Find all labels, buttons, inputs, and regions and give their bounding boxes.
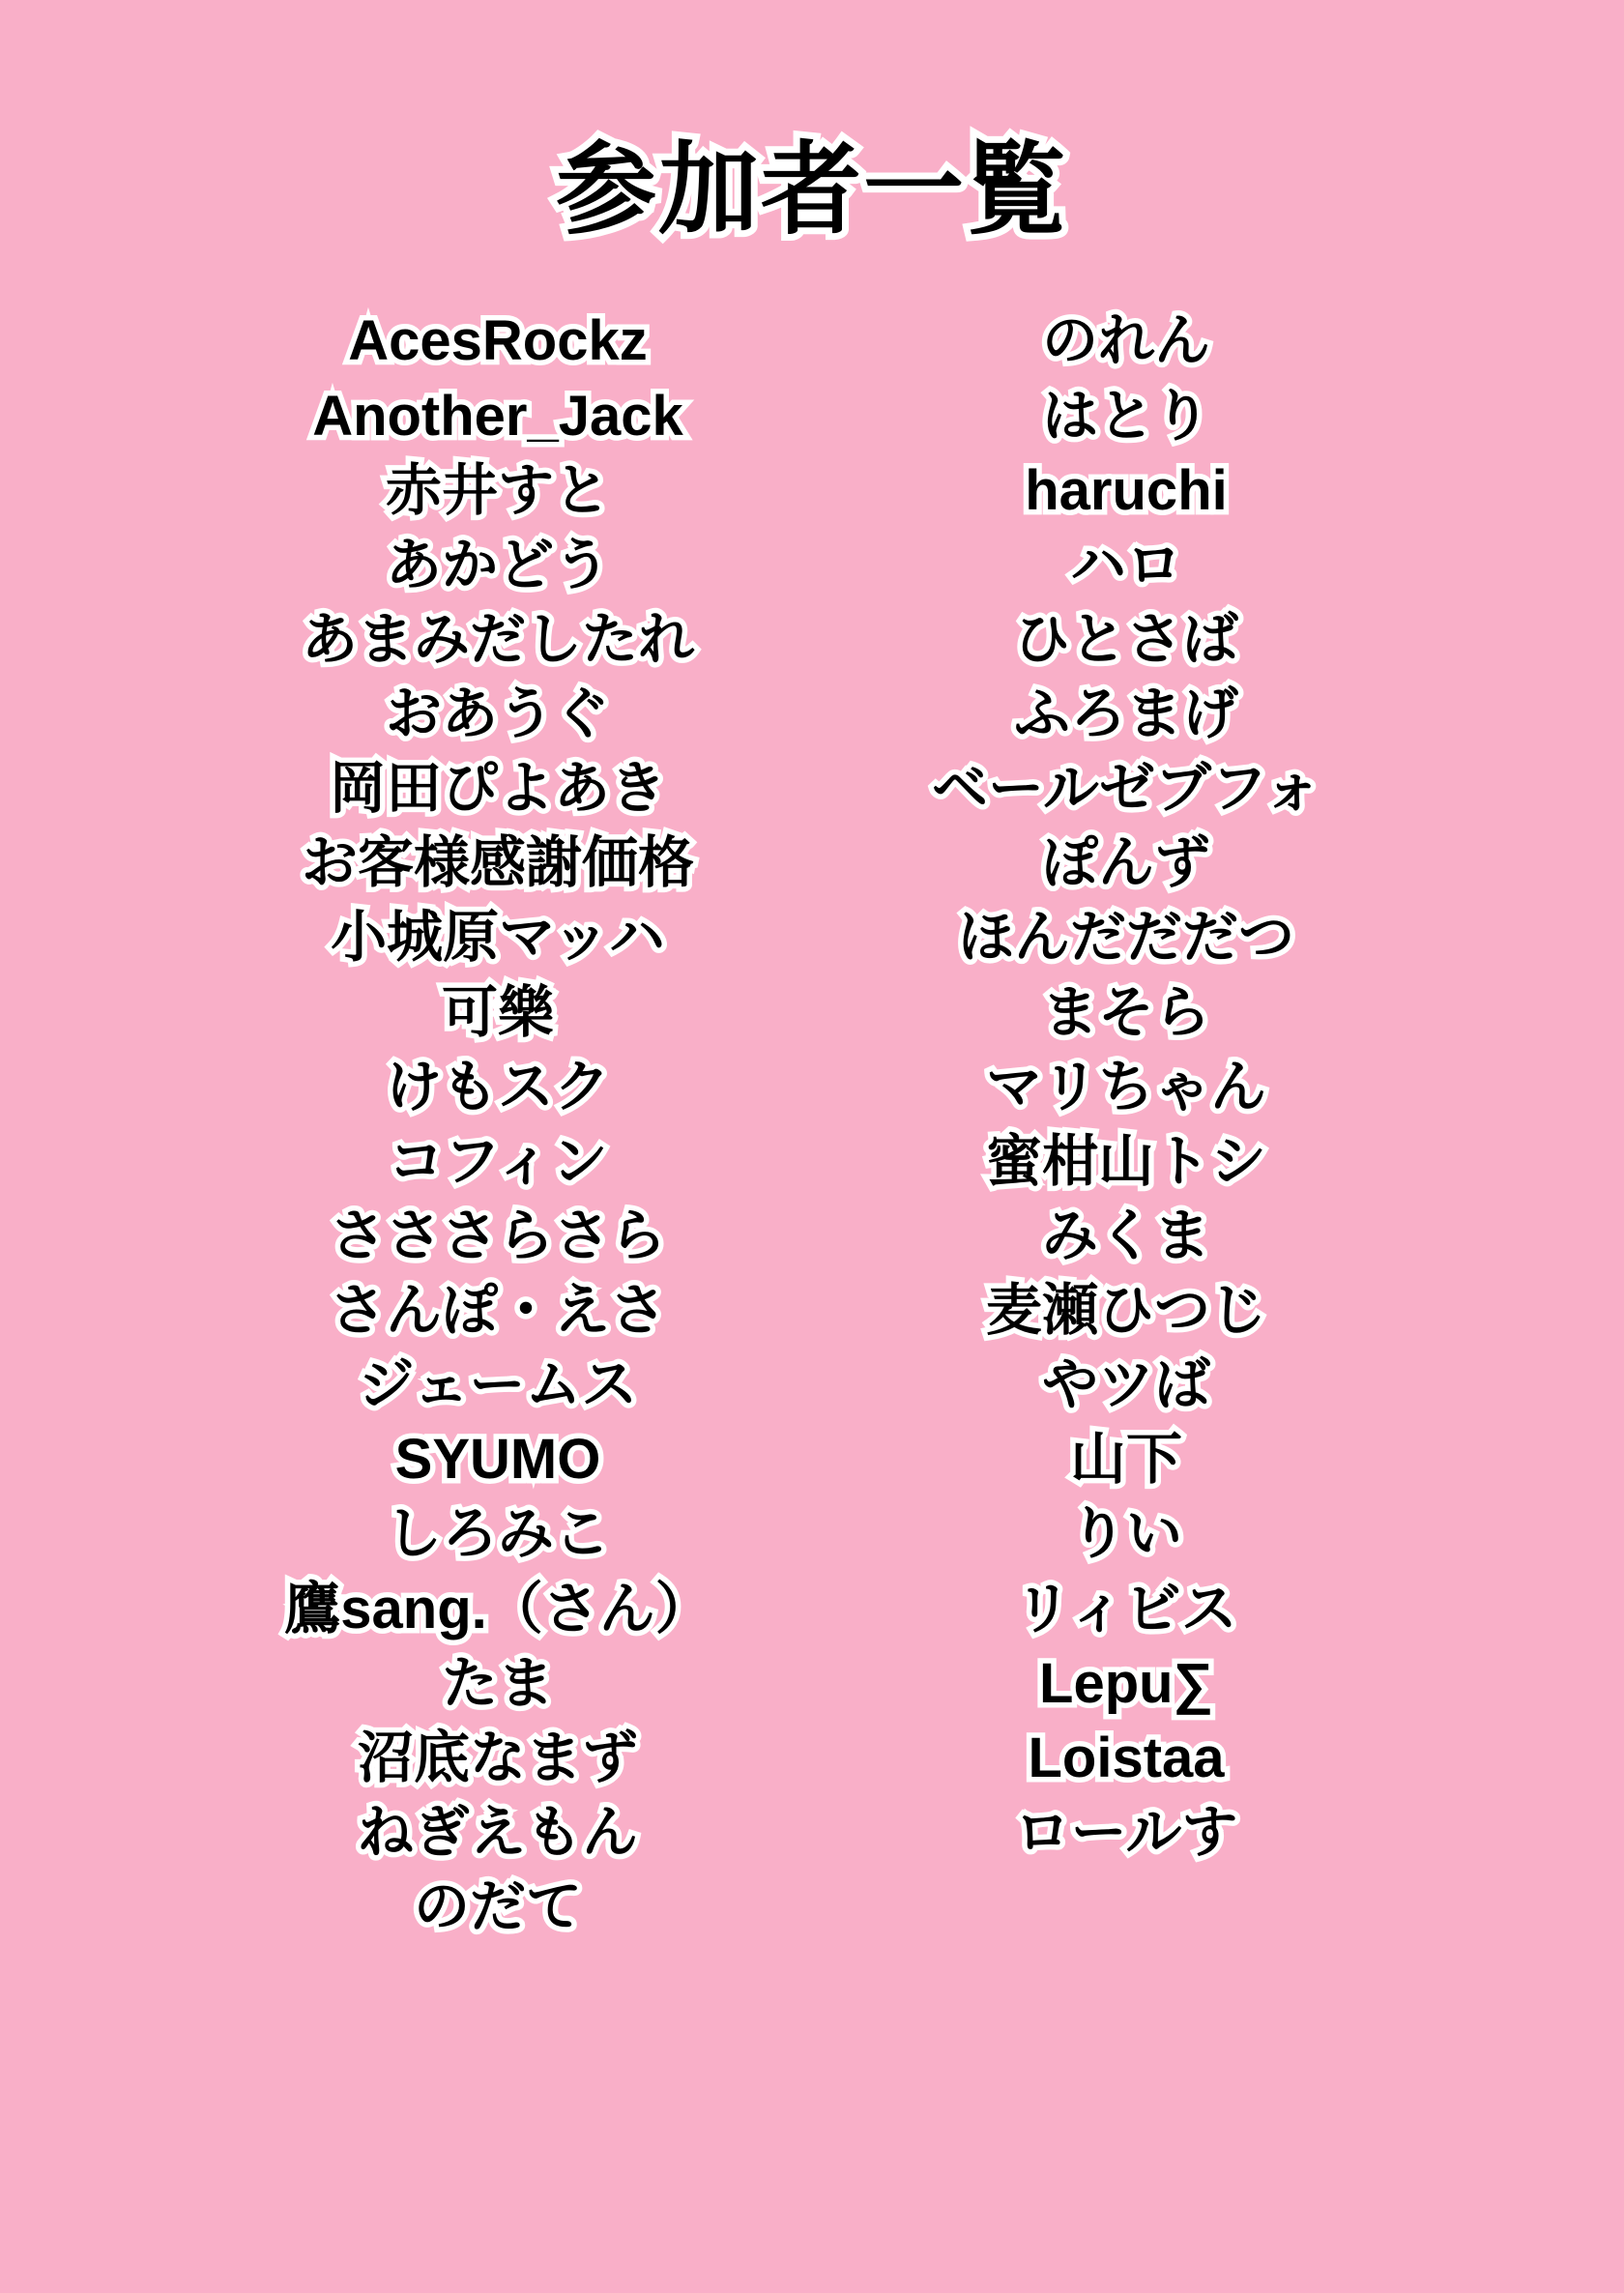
list-item: ひとさば	[1013, 607, 1238, 671]
list-item: haruchi	[1025, 458, 1228, 522]
list-item: りい	[1069, 1502, 1182, 1566]
list-item: コフィン	[388, 1129, 608, 1193]
list-item: 蜜柑山トシ	[985, 1129, 1266, 1193]
list-item: リィビス	[1015, 1577, 1237, 1640]
list-item: あかどう	[385, 533, 610, 596]
list-item: 小城原マッハ	[331, 906, 665, 970]
list-item: やツば	[1041, 1353, 1210, 1417]
list-item: みくま	[1041, 1204, 1210, 1267]
list-item: まそら	[1041, 980, 1210, 1044]
participant-columns	[184, 304, 1440, 1944]
list-item: Loistaa	[1028, 1726, 1225, 1789]
page-title: 参加者一覧	[555, 134, 1068, 247]
list-item: Another_Jack	[312, 384, 683, 448]
list-item: はとり	[1041, 384, 1210, 448]
list-item: AcesRockz	[348, 309, 648, 373]
list-item: お客様感謝価格	[301, 831, 694, 895]
participant-column-left	[227, 304, 768, 1944]
list-item: おあうぐ	[385, 682, 610, 746]
list-item: 赤井すと	[385, 458, 610, 522]
list-item: 沼底なまず	[357, 1726, 638, 1789]
list-item: ねぎえもん	[357, 1800, 638, 1864]
list-item: しろみこ	[385, 1502, 610, 1566]
list-item: 可樂	[441, 980, 554, 1044]
list-item: ほんだだだつ	[957, 906, 1294, 970]
list-item: さんぽ・えさ	[329, 1279, 666, 1343]
list-item: ぽんず	[1041, 831, 1210, 895]
list-item: さささらさら	[329, 1204, 666, 1267]
list-item: SYUMO	[394, 1428, 601, 1492]
list-item: 麦瀬ひつじ	[985, 1279, 1266, 1343]
list-item: ジェームス	[358, 1353, 638, 1417]
list-item: Lepu∑	[1039, 1651, 1213, 1715]
list-item: 鷹sang.（さん）	[284, 1577, 711, 1640]
list-item: のれん	[1041, 309, 1210, 373]
list-item: たま	[441, 1651, 554, 1715]
list-item: マリちゃん	[985, 1055, 1266, 1118]
list-item: ベールゼブフォ	[932, 757, 1320, 821]
participant-column-right	[856, 304, 1397, 1944]
list-item: 岡田ぴよあき	[329, 757, 666, 821]
list-item: のだて	[413, 1875, 582, 1939]
list-item: ふろまげ	[1013, 682, 1238, 746]
list-item: ハロ	[1069, 533, 1182, 596]
list-item: あまみだしたれ	[301, 607, 694, 671]
list-item: 山下	[1069, 1428, 1182, 1492]
list-item: けもスク	[385, 1055, 610, 1118]
list-item: ロールす	[1014, 1800, 1238, 1864]
